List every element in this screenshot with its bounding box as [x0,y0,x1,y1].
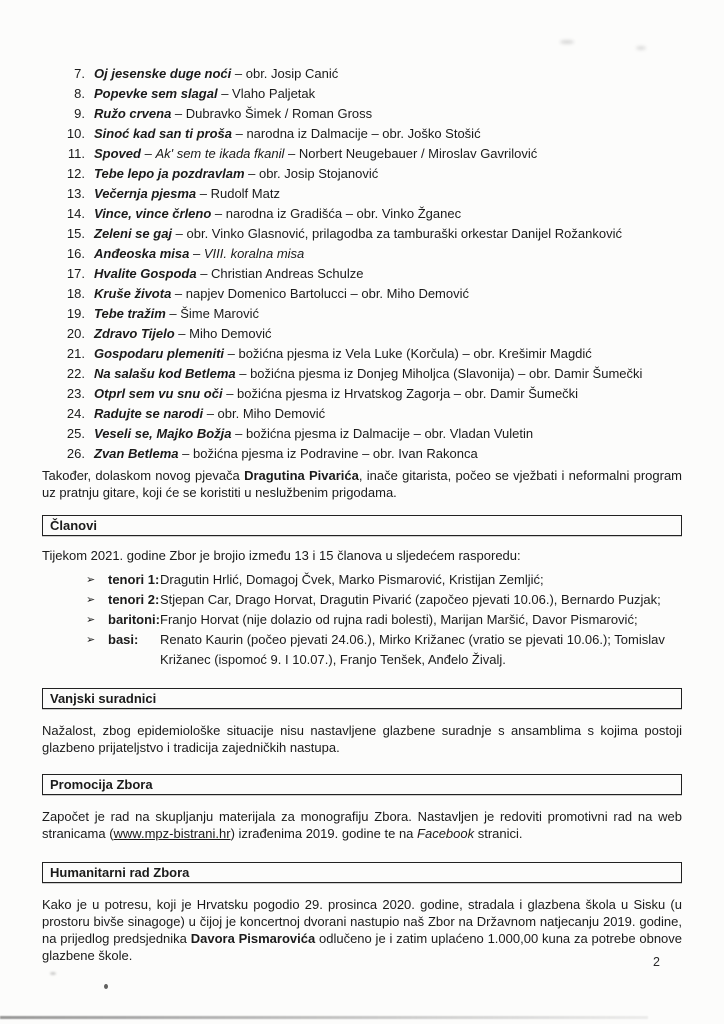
page-number: 2 [653,955,660,969]
repertoire-item-number: 22. [66,366,85,381]
voice-members: Renato Kaurin (počeo pjevati 24.06.), Mirko Križanec (vratio se pjevati 10.06.); Tomislav Križanec (ispomoć 9. I 10.07.), Franjo Tenšek, Anđelo Živalj. [160,632,665,667]
repertoire-item-text: Oj jesenske duge noći – obr. Josip Canić [94,66,339,81]
repertoire-item-text: Tebe lepo ja pozdravlam – obr. Josip Stojanović [94,166,379,181]
repertoire-item-number: 14. [66,206,85,221]
repertoire-item [42,224,682,244]
song-title: Kruše života [94,286,172,301]
repertoire-item-text: Na salašu kod Betlema – božićna pjesma iz Donjeg Miholjca (Slavonija) – obr. Damir Šumečki [94,366,643,381]
repertoire-item [42,284,682,304]
paragraph-text-run: www.mpz-bistrani.hr [113,826,231,841]
paragraph-text-run: Davora Pismarovića [190,931,316,946]
paragraph-text-run: Započet je rad na skupljanju materijala za monografiju Zbora. Nastavljen je redoviti promotivni rad na web stranicama ( [42,809,682,841]
song-title: Zdravo Tijelo [94,326,175,341]
paragraph-text-run: Kako je u potresu, koji je Hrvatsku pogodio 29. prosinca 2020. godine, stradala i glazbena škola u Sisku (u prostoru bivše sinagoge) u čijoj je koncertnoj dvorani nastupio naš Zbor na Državnom natjecanju 2019. godine, na prijedlog predsjednika [42,897,682,946]
paragraph-text-run: ) izrađenima 2019. godine te na [230,826,418,841]
song-title: Vince, vince črleno [94,206,212,221]
repertoire-item [42,424,682,444]
repertoire-item [42,144,682,164]
repertoire-item-number: 13. [66,186,85,201]
repertoire-item-text: Sinoć kad san ti proša – narodna iz Dalmacije – obr. Joško Stošić [94,126,481,141]
repertoire-item-number: 15. [66,226,85,241]
promotion-paragraph [42,808,682,842]
arrow-bullet-icon: ➢ [86,614,96,626]
song-title: Popevke sem slagal [94,86,218,101]
repertoire-item [42,204,682,224]
paragraph-text-run: , inače gitarista, počeo se vježbati i neformalni program uz pratnju gitare, koji će se koristiti u neslužbenim prigodama. [42,468,683,500]
song-title: Večernja pjesma [94,186,197,201]
song-title: Tebe tražim [94,306,166,321]
paragraph-text-run: Facebook [417,826,475,841]
repertoire-item-text: Gospodaru plemeniti – božićna pjesma iz Vela Luke (Korčula) – obr. Krešimir Magdić [94,346,592,361]
song-title: Veseli se, Majko Božja [94,426,232,441]
voice-label: tenori 1: [108,572,160,587]
repertoire-item-text: Tebe tražim – Šime Marović [94,306,259,321]
repertoire-item-number: 18. [66,286,85,301]
voice-members: Franjo Horvat (nije dolazio od rujna radi bolesti), Marijan Maršić, Davor Pismarović; [160,612,638,627]
repertoire-item [42,164,682,184]
repertoire-item [42,264,682,284]
repertoire-item-number: 12. [66,166,85,181]
repertoire-item-text: Zeleni se gaj – obr. Vinko Glasnović, prilagodba za tamburaški orkestar Danijel Rožanković [94,226,622,241]
paragraph-text-run: Dragutina Pivarića [244,468,359,483]
repertoire-item [42,244,682,264]
humanitarian-paragraph [42,896,682,964]
scan-artifact-smudge [636,46,646,50]
repertoire-item-text: Hvalite Gospoda – Christian Andreas Schulze [94,266,364,281]
repertoire-item-text: Veseli se, Majko Božja – božićna pjesma iz Dalmacije – obr. Vladan Vuletin [94,426,534,441]
repertoire-item [42,364,682,384]
scan-artifact-line [0,1016,648,1019]
repertoire-item-text: Popevke sem slagal – Vlaho Paljetak [94,86,316,101]
repertoire-item [42,184,682,204]
closing-paragraph [42,467,682,501]
repertoire-item-text: Kruše života – napjev Domenico Bartolucci – obr. Miho Demović [94,286,470,301]
scan-artifact-speck [104,984,108,989]
song-title: Gospodaru plemeniti [94,346,225,361]
repertoire-item-number: 10. [66,126,85,141]
scan-artifact-smudge [560,40,574,44]
repertoire-item-number: 17. [66,266,85,281]
paragraph-text-run: stranici. [474,826,523,841]
repertoire-item [42,444,682,464]
repertoire-item [42,304,682,324]
arrow-bullet-icon: ➢ [86,594,96,606]
repertoire-item [42,64,682,84]
section-heading-humanitarian [42,862,682,883]
voice-label: baritoni: [108,612,160,627]
song-title: Ružo crvena [94,106,172,121]
voice-row [42,570,682,590]
song-title: Hvalite Gospoda [94,266,197,281]
repertoire-item-text: Zvan Betlema – božićna pjesma iz Podravine – obr. Ivan Rakonca [94,446,478,461]
paragraph-text-run: Nažalost, zbog epidemiološke situacije nisu nastavljene glazbene suradnje s ansamblima s kojima postoji glazbeno prijateljstvo i tradicija zajedničkih nastupa. [42,723,682,755]
arrow-bullet-icon: ➢ [86,634,96,646]
voice-row [42,610,682,630]
repertoire-item-text: Ružo crvena – Dubravko Šimek / Roman Gross [94,106,373,121]
section-heading-external-label: Vanjski suradnici [50,691,157,706]
repertoire-item-number: 25. [66,426,85,441]
repertoire-item-text: Spoved – Ak' sem te ikada fkanil – Norbert Neugebauer / Miroslav Gavrilović [94,146,538,161]
section-heading-humanitarian-label: Humanitarni rad Zbora [50,865,190,880]
repertoire-item-text: Anđeoska misa – VIII. koralna misa [94,246,305,261]
repertoire-item [42,104,682,124]
song-title: Zeleni se gaj [94,226,173,241]
repertoire-item [42,384,682,404]
repertoire-item [42,344,682,364]
song-title: Zvan Betlema [94,446,179,461]
repertoire-item-number: 26. [66,446,85,461]
section-heading-promotion-label: Promocija Zbora [50,777,153,792]
repertoire-item [42,84,682,104]
song-title: Oj jesenske duge noći [94,66,232,81]
repertoire-list [42,64,682,464]
scan-artifact-speck [50,972,56,975]
repertoire-item-number: 8. [74,86,85,101]
repertoire-item-number: 19. [66,306,85,321]
section-heading-members [42,515,682,536]
arrow-bullet-icon: ➢ [86,574,96,586]
song-title: Anđeoska misa [94,246,190,261]
repertoire-item [42,324,682,344]
repertoire-item-text: Vince, vince črleno – narodna iz Gradišća – obr. Vinko Žganec [94,206,462,221]
song-subtitle: VIII. koralna misa [203,246,305,261]
song-subtitle: Ak' sem te ikada fkanil [155,146,285,161]
repertoire-item-number: 7. [74,66,85,81]
repertoire-item-text: Večernja pjesma – Rudolf Matz [94,186,280,201]
song-title: Spoved [94,146,141,161]
repertoire-item-text: Radujte se narodi – obr. Miho Demović [94,406,326,421]
repertoire-item-text: Zdravo Tijelo – Miho Demović [94,326,272,341]
paragraph-text-run: odlučeno je i zatim uplaćeno 1.000,00 kuna za potrebe obnove glazbene škole. [42,931,683,963]
song-title: Na salašu kod Betlema [94,366,236,381]
repertoire-item-number: 24. [66,406,85,421]
paragraph-text-run: Također, dolaskom novog pjevača [42,468,245,483]
voice-members: Dragutin Hrlić, Domagoj Čvek, Marko Pismarović, Kristijan Zemljić; [160,572,544,587]
song-title: Sinoć kad san ti proša [94,126,232,141]
repertoire-item-number: 16. [66,246,85,261]
repertoire-item-number: 9. [74,106,85,121]
voice-row [42,630,682,670]
voice-row [42,590,682,610]
members-intro: Tijekom 2021. godine Zbor je brojio između 13 i 15 članova u sljedećem rasporedu: [42,548,521,563]
voice-label: basi: [108,632,139,647]
repertoire-item-number: 21. [66,346,85,361]
section-heading-promotion [42,774,682,795]
external-paragraph [42,722,682,756]
repertoire-item-number: 23. [66,386,85,401]
song-title: Radujte se narodi [94,406,204,421]
voice-members: Stjepan Car, Drago Horvat, Dragutin Pivarić (započeo pjevati 10.06.), Bernardo Puzjak; [160,592,661,607]
repertoire-item-text: Otprl sem vu snu oči – božićna pjesma iz Hrvatskog Zagorja – obr. Damir Šumečki [94,386,579,401]
section-heading-external [42,688,682,709]
repertoire-item-number: 11. [67,146,85,161]
section-heading-members-label: Članovi [50,518,97,533]
repertoire-item [42,404,682,424]
repertoire-item-number: 20. [66,326,85,341]
repertoire-item [42,124,682,144]
song-title: Otprl sem vu snu oči [94,386,223,401]
voice-label: tenori 2: [108,592,160,607]
members-voice-rows [42,570,682,670]
song-title: Tebe lepo ja pozdravlam [94,166,245,181]
